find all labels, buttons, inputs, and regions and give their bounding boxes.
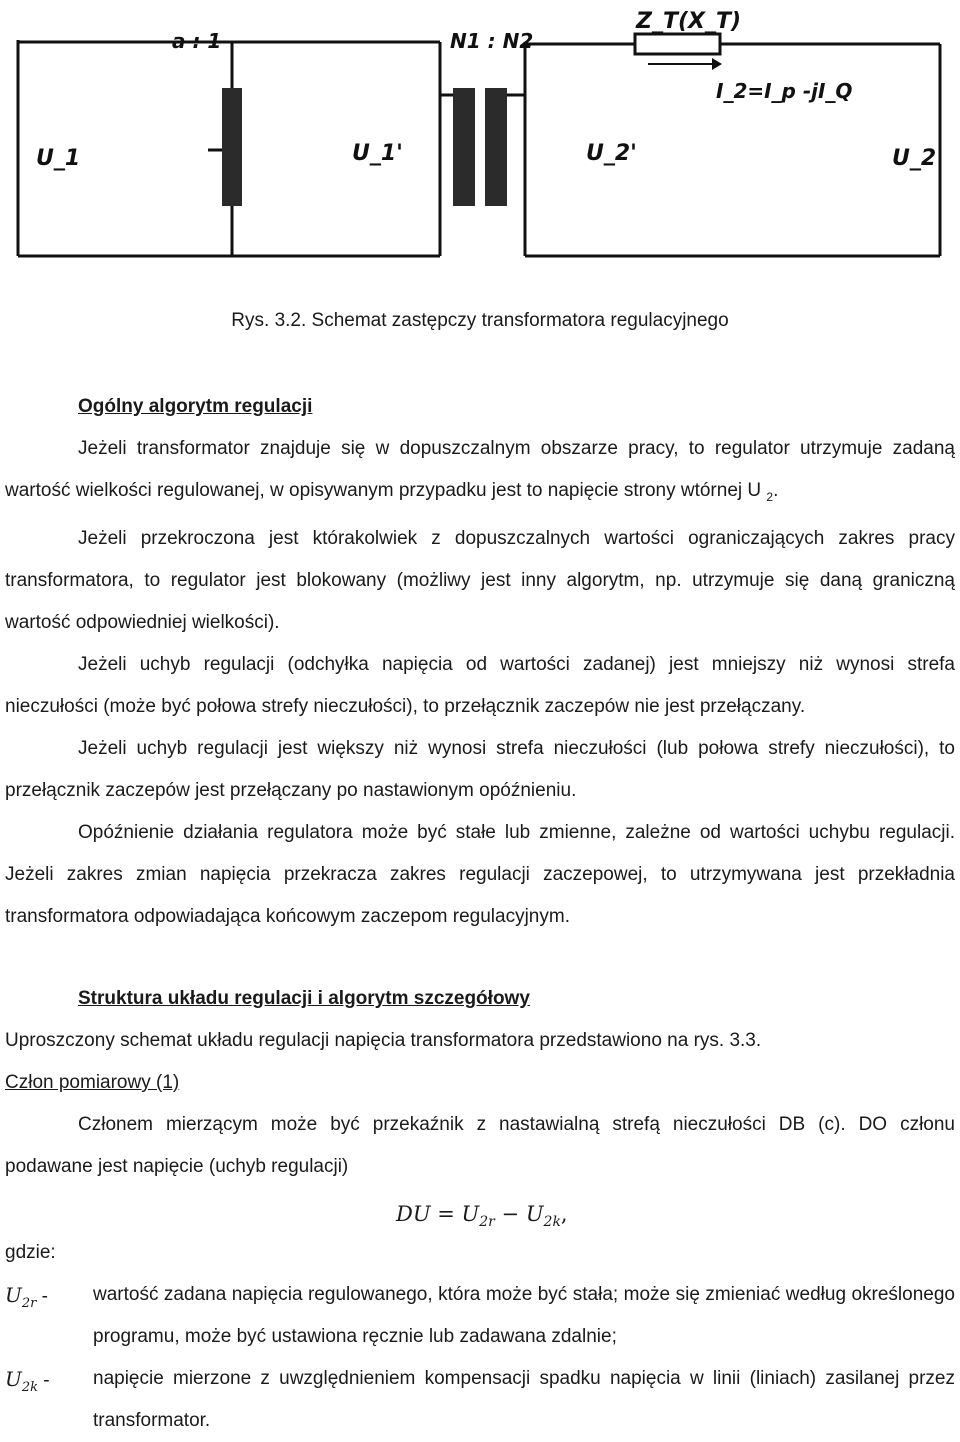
paragraph: Jeżeli uchyb regulacji jest większy niż wynosi strefa nieczułości (lub połowa strefy nieczułości), to przełącznik zaczepów jest przełączany po nastawionym opóźnieniu. [5, 737, 955, 801]
circuit-diagram [0, 0, 960, 300]
section-structure [5, 978, 955, 1188]
section-heading: Struktura układu regulacji i algorytm szczegółowy [78, 988, 530, 1009]
definition-text: napięcie mierzone z uwzględnieniem kompensacji spadku napięcia w linii (liniach) zasilanej przez transformator. [93, 1368, 955, 1431]
paragraph: Jeżeli przekroczona jest którakolwiek z dopuszczalnych wartości ograniczających zakres pracy transformatora, to regulator jest blokowany (możliwy jest inny algorytm, np. utrzymuje się daną graniczną wartość odpowiedniej wielkości). [5, 527, 955, 633]
u2-prime-label: U_2' [586, 141, 637, 166]
paragraph: Uproszczony schemat układu regulacji napięcia transformatora przedstawiono na rys. 3.3. [5, 1030, 762, 1051]
section-heading: Ogólny algorytm regulacji [78, 396, 313, 417]
u2-label: U_2 [892, 146, 937, 171]
circuit-wires [18, 40, 940, 256]
symbol: $U_{2k}$ - [5, 1367, 50, 1395]
secondary-winding [485, 88, 507, 206]
ratio-a-label: a : 1 [172, 29, 222, 53]
impedance-box [635, 34, 720, 54]
paragraph: Jeżeli uchyb regulacji (odchyłka napięcia od wartości zadanej) jest mniejszy niż wynosi strefa nieczułości (może być połowa strefy nieczułości), to przełącznik zaczepów nie jest przełączany. [5, 653, 955, 717]
symbol: $U_{2r}$ - [5, 1283, 48, 1311]
primary-winding [453, 88, 475, 206]
paragraph: Jeżeli transformator znajduje się w dopuszczalnym obszarze pracy, to regulator utrzymuje zadaną wartość wielkości regulowanej, w opisywanym przypadku jest to napięcie strony wtórnej U $_2$. [5, 438, 955, 504]
definition-text: wartość zadana napięcia regulowanego, która może być stała; może się zmieniać według określonego programu, może być ustawiona ręcznie lub zadawana zdalnie; [93, 1284, 955, 1347]
section-general-algorithm [5, 386, 955, 938]
u1-prime-label: U_1' [352, 141, 403, 166]
u1-label: U_1 [36, 146, 81, 171]
definition-u2k [5, 1358, 955, 1442]
autotransformer-core [222, 88, 242, 206]
gdzie-label: gdzie: [5, 1242, 56, 1263]
definition-u2r [5, 1274, 955, 1358]
subsection-heading: Człon pomiarowy (1) [5, 1072, 180, 1093]
equation: DU = $U_{2r} - U_{2k}$, [396, 1202, 568, 1231]
ratio-n-label: N1 : N2 [450, 29, 534, 53]
paragraph: Członem mierzącym może być przekaźnik z nastawialną strefą nieczułości DB (c). DO członu podawane jest napięcie (uchyb regulacji) [5, 1114, 955, 1177]
paragraph: Opóźnienie działania regulatora może być stałe lub zmienne, zależne od wartości uchybu regulacji. Jeżeli zakres zmian napięcia przekracza zakres regulacji zaczepowej, to utrzymywana jest przekładnia transformatora odpowiadająca końcowym zaczepom regulacyjnym. [5, 821, 955, 927]
figure-caption: Rys. 3.2. Schemat zastępczy transformatora regulacyjnego [231, 310, 729, 331]
impedance-label: Z_T(X_T) [636, 9, 742, 34]
current-label: I_2=I_p -jI_Q [716, 79, 853, 103]
